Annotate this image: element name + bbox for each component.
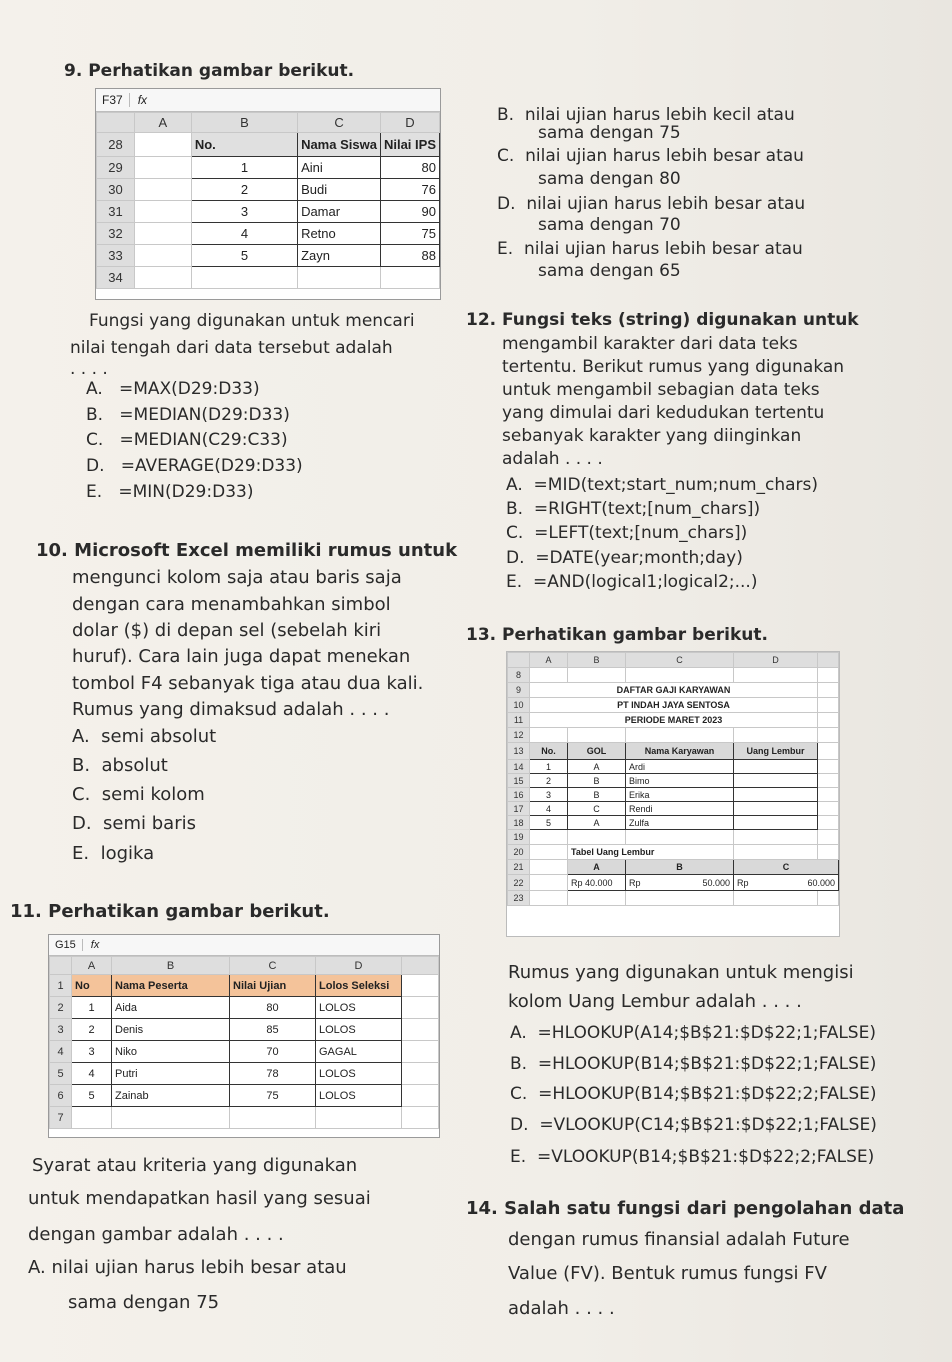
q11-option-c-line-2: sama dengan 80 [538, 169, 681, 189]
row-header: 30 [97, 179, 135, 201]
cell-reference: G15 [49, 939, 83, 951]
option-text: logika [100, 843, 155, 864]
row-header: 20 [508, 845, 530, 860]
lookup-header: A [568, 860, 626, 875]
lookup-value-c [734, 875, 839, 891]
row-header: 18 [508, 816, 530, 830]
row-header: 33 [97, 245, 135, 267]
option-letter: D. [72, 813, 92, 834]
q11-option-c[interactable] [497, 145, 804, 167]
q12-text: 12. Fungsi teks (string) digunakan untuk [466, 310, 859, 330]
q10-option-e[interactable] [72, 842, 154, 866]
option-letter: B. [497, 105, 515, 125]
table-cell: 75 [230, 1085, 316, 1107]
table-cell: 75 [380, 223, 439, 245]
col-header: A [72, 957, 112, 975]
row-header: 21 [508, 860, 530, 875]
row-header: 3 [50, 1019, 72, 1041]
option-letter: D. [506, 548, 525, 568]
table-cell: C [568, 802, 626, 816]
option-text: =MEDIAN(D29:D33) [119, 405, 290, 425]
table-cell: Retno [298, 223, 381, 245]
row-header: 29 [97, 157, 135, 179]
table-cell: 88 [380, 245, 439, 267]
option-letter: B. [510, 1054, 528, 1074]
q14-line-3: Value (FV). Bentuk rumus fungsi FV [508, 1263, 827, 1284]
table-cell: 1 [530, 760, 568, 774]
col-header: D [316, 957, 402, 975]
row-header: 17 [508, 802, 530, 816]
option-text: =AVERAGE(D29:D33) [120, 456, 303, 476]
table-cell: 3 [72, 1041, 112, 1063]
table-header: Nilai Ujian [230, 975, 316, 997]
q10-line-1 [36, 539, 457, 563]
q12-option-c[interactable] [506, 522, 747, 544]
row-header: 8 [508, 668, 530, 683]
row-header: 11 [508, 713, 530, 728]
q12-line-6: sebanyak karakter yang diinginkan [502, 426, 802, 446]
q10-line-7: Rumus yang dimaksud adalah . . . . [72, 699, 390, 720]
table-cell: 4 [530, 802, 568, 816]
row-header: 10 [508, 698, 530, 713]
option-text: =HLOOKUP(B14;$B$21:$D$22;2;FALSE) [538, 1084, 877, 1104]
fx-icon: fx [90, 939, 100, 951]
table-cell: 5 [191, 245, 297, 267]
option-text: nilai ujian harus lebih besar atau [523, 239, 803, 259]
table-cell: 76 [380, 179, 439, 201]
option-letter: B. [72, 755, 91, 776]
row-header: 2 [50, 997, 72, 1019]
table-cell: 85 [230, 1019, 316, 1041]
option-text: semi baris [103, 813, 196, 834]
table-cell: GAGAL [316, 1041, 402, 1063]
currency-label: Rp [737, 877, 749, 888]
table-cell: LOLOS [316, 1019, 402, 1041]
option-letter: B. [506, 499, 524, 519]
uang-lembur-cell[interactable] [734, 760, 818, 774]
option-text: =HLOOKUP(B14;$B$21:$D$22;1;FALSE) [537, 1054, 877, 1074]
option-text: =MEDIAN(C29:C33) [119, 430, 288, 450]
col-header: D [380, 113, 439, 133]
q10-option-d[interactable] [72, 812, 196, 836]
fx-icon: fx [137, 93, 148, 107]
row-header: 19 [508, 830, 530, 845]
table-cell: 4 [72, 1063, 112, 1085]
q13-option-b[interactable] [510, 1053, 876, 1075]
row-header: 13 [508, 743, 530, 760]
option-text: =RIGHT(text;[num_chars]) [533, 499, 761, 519]
row-header: 5 [50, 1063, 72, 1085]
table-cell: 2 [191, 179, 297, 201]
q11-spreadsheet [48, 934, 440, 1138]
option-text: =HLOOKUP(A14;$B$21:$D$22;1;FALSE) [537, 1023, 876, 1043]
table-cell: 90 [380, 201, 439, 223]
table-header: Nama Siswa [298, 133, 381, 157]
q11-option-a-line-1[interactable]: A. nilai ujian harus lebih besar atau [28, 1257, 347, 1278]
row-header: 14 [508, 760, 530, 774]
table-header: Lolos Seleksi [316, 975, 402, 997]
formula-bar [96, 89, 440, 112]
option-text: nilai ujian harus lebih besar atau [525, 146, 804, 166]
q9-question-line-3: . . . . [70, 359, 108, 379]
option-letter: E. [72, 843, 90, 864]
table-cell: LOLOS [316, 1063, 402, 1085]
table-cell: A [568, 760, 626, 774]
row-header: 12 [508, 728, 530, 743]
q9-intro: 9. Perhatikan gambar berikut. [64, 61, 355, 81]
q13-intro [466, 624, 768, 646]
q9-grid [96, 112, 440, 289]
option-letter: D. [510, 1115, 529, 1135]
table-cell: Bimo [626, 774, 734, 788]
q9-option-c[interactable] [86, 429, 288, 451]
option-text: =MAX(D29:D33) [118, 379, 260, 399]
q9-option-e[interactable] [86, 481, 253, 503]
option-letter: A. [86, 379, 103, 399]
lookup-value: Rp 40.000 [568, 875, 626, 891]
row-header: 15 [508, 774, 530, 788]
table-cell: Budi [298, 179, 381, 201]
option-text: absolut [101, 755, 168, 776]
row-header: 16 [508, 788, 530, 802]
col-header: B [112, 957, 230, 975]
lookup-value-b [626, 875, 734, 891]
table-header: No. [191, 133, 297, 157]
q11-line-2: untuk mendapatkan hasil yang sesuai [28, 1188, 371, 1209]
q11-option-e[interactable] [497, 238, 803, 260]
q10-line-3: dengan cara menambahkan simbol [72, 594, 391, 615]
formula-bar [49, 935, 439, 956]
table-cell: Damar [298, 201, 381, 223]
q12-line-1 [466, 309, 859, 331]
q12-line-2: mengambil karakter dari data teks [502, 334, 798, 354]
table-cell: B [568, 774, 626, 788]
col-header: C [230, 957, 316, 975]
q9-question-line-2: nilai tengah dari data tersebut adalah [70, 338, 393, 358]
option-letter: E. [510, 1147, 527, 1167]
option-text: nilai ujian harus lebih besar atau [526, 194, 806, 214]
table-header: Nama Peserta [112, 975, 230, 997]
option-text: nilai ujian harus lebih kecil atau [524, 105, 795, 125]
q9-option-b[interactable] [86, 404, 290, 426]
lookup-amount: 60.000 [807, 877, 835, 888]
q14-text: 14. Salah satu fungsi dari pengolahan data [466, 1198, 905, 1219]
row-header: 32 [97, 223, 135, 245]
table-cell: Ardi [626, 760, 734, 774]
q11-option-a-line-2: sama dengan 75 [68, 1292, 220, 1313]
table-cell: 80 [380, 157, 439, 179]
table-cell: 4 [191, 223, 297, 245]
col-header: A [530, 653, 568, 668]
table-cell: 2 [72, 1019, 112, 1041]
lookup-table-title: Tabel Uang Lembur [568, 845, 734, 860]
sheet-period: PERIODE MARET 2023 [530, 713, 818, 728]
option-letter: C. [72, 784, 91, 805]
lookup-header: B [626, 860, 734, 875]
q13-line-1: Rumus yang digunakan untuk mengisi [508, 962, 854, 983]
option-letter: C. [510, 1084, 528, 1104]
q13-option-a[interactable] [510, 1022, 876, 1044]
col-header: D [734, 653, 818, 668]
q12-option-e[interactable] [506, 571, 757, 593]
uang-lembur-cell[interactable] [734, 774, 818, 788]
table-cell: Zainab [112, 1085, 230, 1107]
row-header: 4 [50, 1041, 72, 1063]
table-cell: 78 [230, 1063, 316, 1085]
table-header: No [72, 975, 112, 997]
uang-lembur-cell[interactable] [734, 802, 818, 816]
q10-line-4: dolar ($) di depan sel (sebelah kiri [72, 620, 382, 641]
table-cell: 3 [191, 201, 297, 223]
table-cell: Aida [112, 997, 230, 1019]
option-letter: B. [86, 405, 104, 425]
table-cell: A [568, 816, 626, 830]
q10-text: 10. Microsoft Excel memiliki rumus untuk [36, 540, 458, 561]
q13-line-2: kolom Uang Lembur adalah . . . . [508, 991, 802, 1012]
table-cell: LOLOS [316, 997, 402, 1019]
table-cell: Erika [626, 788, 734, 802]
table-header: Uang Lembur [734, 743, 818, 760]
option-letter: C. [497, 146, 515, 166]
q14-line-4: adalah . . . . [508, 1298, 615, 1319]
q11-intro-text: 11. Perhatikan gambar berikut. [10, 901, 330, 922]
row-header: 22 [508, 875, 530, 891]
option-letter: D. [86, 456, 105, 476]
row-header: 7 [50, 1107, 72, 1129]
table-cell: LOLOS [316, 1085, 402, 1107]
lookup-amount: 50.000 [702, 877, 730, 888]
option-text: semi absolut [101, 726, 217, 747]
q10-line-6: tombol F4 sebanyak tiga atau dua kali. [72, 673, 424, 694]
row-header: 1 [50, 975, 72, 997]
q13-grid [507, 652, 839, 906]
cell-reference: F37 [96, 93, 130, 107]
col-header: B [191, 113, 297, 133]
q11-option-e-line-2: sama dengan 65 [538, 261, 681, 281]
q11-line-3: dengan gambar adalah . . . . [28, 1224, 284, 1245]
table-cell: 70 [230, 1041, 316, 1063]
lookup-header: C [734, 860, 839, 875]
table-cell: 1 [72, 997, 112, 1019]
col-header: B [568, 653, 626, 668]
q12-line-3: tertentu. Berikut rumus yang digunakan [502, 357, 845, 377]
table-cell: 5 [72, 1085, 112, 1107]
table-cell: Rendi [626, 802, 734, 816]
table-header: GOL [568, 743, 626, 760]
q9-option-a[interactable] [86, 378, 260, 400]
row-header: 6 [50, 1085, 72, 1107]
q12-line-4: untuk mengambil sebagian data teks [502, 380, 820, 400]
option-letter: C. [86, 430, 104, 450]
q12-line-7: adalah . . . . [502, 449, 603, 469]
table-cell: Zayn [298, 245, 381, 267]
option-text: semi kolom [101, 784, 205, 805]
option-letter: A. [510, 1023, 527, 1043]
q10-line-5: huruf). Cara lain juga dapat menekan [72, 646, 411, 667]
q12-option-d[interactable] [506, 547, 743, 569]
row-header: 31 [97, 201, 135, 223]
table-cell: 2 [530, 774, 568, 788]
q11-intro [10, 900, 330, 924]
table-cell: 80 [230, 997, 316, 1019]
q11-option-d-line-2: sama dengan 70 [538, 215, 681, 235]
row-header: 28 [97, 133, 135, 157]
option-letter: E. [506, 572, 523, 592]
q10-option-b[interactable] [72, 754, 168, 778]
uang-lembur-cell[interactable] [734, 788, 818, 802]
table-cell: 1 [191, 157, 297, 179]
q13-spreadsheet [506, 651, 840, 937]
table-cell: 3 [530, 788, 568, 802]
table-cell: Denis [112, 1019, 230, 1041]
col-header: C [298, 113, 381, 133]
option-letter: E. [497, 239, 514, 259]
q14-line-1 [466, 1197, 904, 1221]
option-text: =VLOOKUP(B14;$B$21:$D$22;2;FALSE) [536, 1147, 875, 1167]
table-cell: Zulfa [626, 816, 734, 830]
q12-option-b[interactable] [506, 498, 760, 520]
q14-line-2: dengan rumus finansial adalah Future [508, 1229, 850, 1250]
sheet-title: DAFTAR GAJI KARYAWAN [530, 683, 818, 698]
q13-option-c[interactable] [510, 1083, 877, 1105]
sheet-subtitle: PT INDAH JAYA SENTOSA [530, 698, 818, 713]
q12-line-5: yang dimulai dari kedudukan tertentu [502, 403, 825, 423]
uang-lembur-cell[interactable] [734, 816, 818, 830]
option-text: =DATE(year;month;day) [535, 548, 743, 568]
table-cell: Putri [112, 1063, 230, 1085]
option-text: =MID(text;start_num;num_chars) [533, 475, 819, 495]
q13-option-d[interactable] [510, 1114, 877, 1136]
q11-line-1: Syarat atau kriteria yang digunakan [32, 1155, 358, 1176]
q11-option-b-line-2: sama dengan 75 [538, 123, 681, 143]
q12-option-a[interactable] [506, 474, 818, 496]
option-letter: E. [86, 482, 103, 502]
q9-question-line-1: Fungsi yang digunakan untuk mencari [89, 311, 415, 331]
table-header: No. [530, 743, 568, 760]
option-letter: A. [72, 726, 90, 747]
option-text: =MIN(D29:D33) [118, 482, 254, 502]
col-header: C [626, 653, 734, 668]
currency-label: Rp [629, 877, 641, 888]
q10-line-2: mengunci kolom saja atau baris saja [72, 567, 402, 588]
option-letter: A. [506, 475, 523, 495]
q11-option-d[interactable] [497, 193, 805, 215]
table-cell: Aini [298, 157, 381, 179]
table-header: Nama Karyawan [626, 743, 734, 760]
option-letter: C. [506, 523, 524, 543]
q10-option-a[interactable] [72, 725, 216, 749]
q13-option-e[interactable] [510, 1146, 874, 1168]
table-cell: Niko [112, 1041, 230, 1063]
option-text: =AND(logical1;logical2;...) [532, 572, 758, 592]
option-letter: D. [497, 194, 516, 214]
option-text: =LEFT(text;[num_chars]) [534, 523, 748, 543]
option-text: =VLOOKUP(C14;$B$21:$D$22;1;FALSE) [539, 1115, 877, 1135]
row-header: 34 [97, 267, 135, 289]
q11-grid [49, 956, 439, 1129]
q10-option-c[interactable] [72, 783, 205, 807]
row-header: 23 [508, 891, 530, 906]
table-cell: B [568, 788, 626, 802]
q9-option-d[interactable] [86, 455, 303, 477]
q13-intro-text: 13. Perhatikan gambar berikut. [466, 625, 768, 645]
col-header: A [134, 113, 191, 133]
q9-spreadsheet [95, 88, 441, 300]
row-header: 9 [508, 683, 530, 698]
table-cell: 5 [530, 816, 568, 830]
table-header: Nilai IPS [380, 133, 439, 157]
